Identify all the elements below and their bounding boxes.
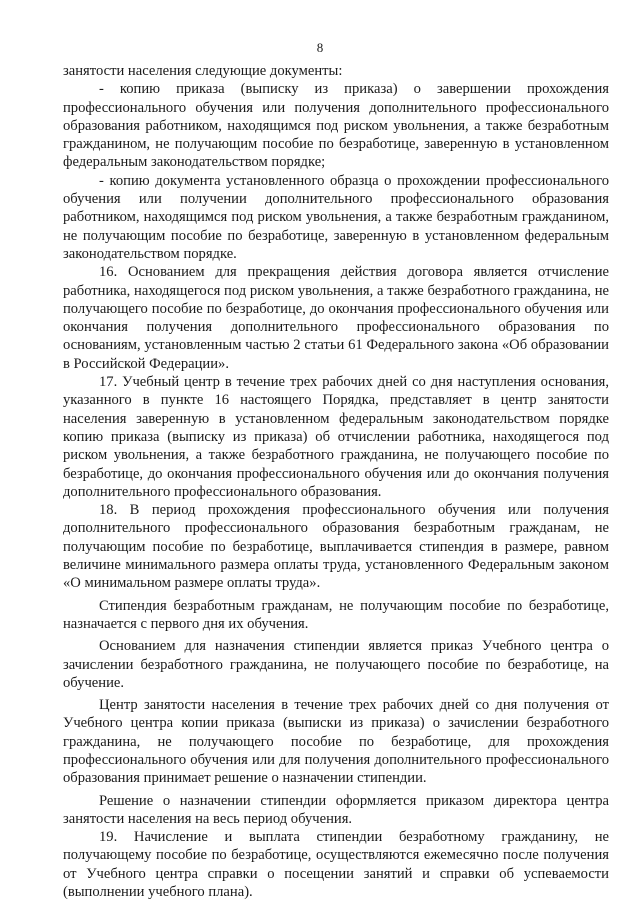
page-number: 8	[316, 40, 324, 55]
paragraph-stipend-order: Решение о назначении стипендии оформляется приказом директора центра занятости населения на весь период обучения.	[63, 792, 609, 827]
paragraph-stipend-basis: Основанием для назначения стипендии является приказ Учебного центра о зачислении безработного гражданина, не получающего пособие по безработице, на обучение.	[63, 638, 609, 691]
paragraph-stipend-decision: Центр занятости населения в течение трех рабочих дней со дня получения от Учебного центра копии приказа (выписки из приказа) о зачислении безработного гражданина, не получающего пособие по безработице, для прохождения профессионального обучения или для получения дополнительного профессионального образования принимает решение о назначении стипендии.	[63, 697, 609, 787]
paragraph-list-item-order-copy: - копию приказа (выписку из приказа) о завершении прохождения профессионального обучения или получения дополнительного профессионального образования работником, находящимся под риском увольнения, а также безработным гражданином, не получающим пособие по безработице, заверенную в установленном федеральным законодательством порядке;	[63, 81, 609, 171]
paragraph-stipend-start: Стипендия безработным гражданам, не получающим пособие по безработице, назначается с первого дня их обучения.	[63, 597, 609, 632]
paragraph-clause-19: 19. Начисление и выплата стипендии безработному гражданину, не получающему пособие по безработице, осуществляются ежемесячно после получения от Учебного центра справки о посещении занятий и справки об успеваемости (выполнении учебного плана).	[63, 829, 609, 901]
paragraph-clause-18: 18. В период прохождения профессионального обучения или получения дополнительного профессионального образования безработным гражданам, не получающим пособие по безработице, выплачивается стипендия в размере, равном величине минимального размера оплаты труда, установленного Федеральным законом «О минимальном размере оплаты труда».	[63, 502, 609, 592]
document-body	[63, 62, 609, 901]
paragraph-intro: занятости населения следующие документы:	[63, 63, 343, 79]
paragraph-list-item-certificate-copy: - копию документа установленного образца о прохождении профессионального обучения или получении дополнительного профессионального образования работником, находящимся под риском увольнения, а также безработным гражданином, не получающим пособие по безработице, заверенную в установленном федеральным законодательством порядке.	[63, 172, 609, 262]
paragraph-clause-16: 16. Основанием для прекращения действия договора является отчисление работника, находящегося под риском увольнения, а также безработного гражданина, не получающего пособие по безработице, до окончания профессионального обучения или окончания получения дополнительного профессионального образования по основаниям, установленным частью 2 статьи 61 Федерального закона «Об образовании в Российской Федерации».	[63, 264, 609, 372]
paragraph-clause-17: 17. Учебный центр в течение трех рабочих дней со дня наступления основания, указанного в пункте 16 настоящего Порядка, представляет в центр занятости населения заверенную в установленном федеральным законодательством порядке копию приказа (выписку из приказа) об отчислении работника, находящегося под риском увольнения, а также безработного гражданина, не получающего пособие по безработице, до окончания профессионального обучения или до окончания получения дополнительного профессионального образования.	[63, 374, 609, 500]
